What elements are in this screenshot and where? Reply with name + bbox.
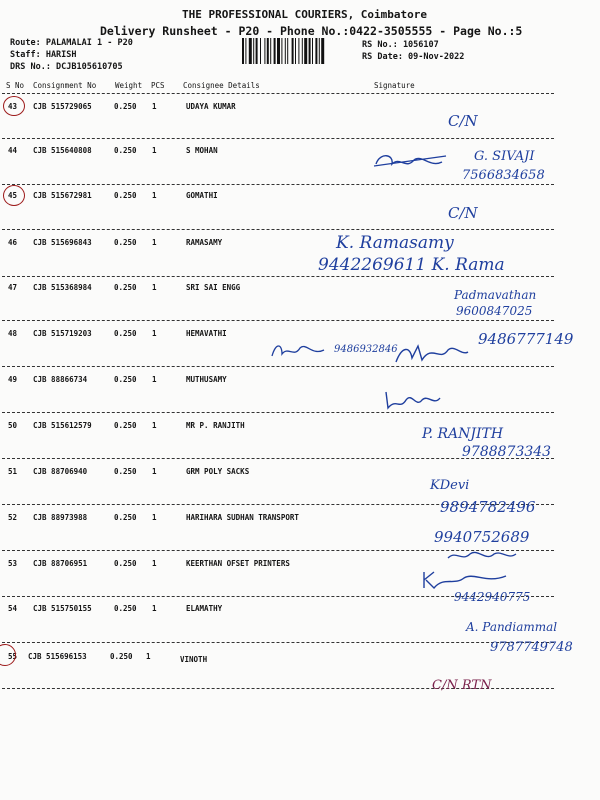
barcode-bar <box>249 38 252 64</box>
row-consignee: ELAMATHY <box>186 604 223 613</box>
row-consignment: CJB 515672981 <box>33 191 92 200</box>
barcode-bar <box>256 38 258 64</box>
row-pcs: 1 <box>152 329 157 338</box>
rs-date: RS Date: 09-Nov-2022 <box>362 52 465 62</box>
row-weight: 0.250 <box>110 652 133 661</box>
row-consignee: RAMASAMY <box>186 238 223 247</box>
row-consignment: CJB 515696153 <box>28 652 87 661</box>
row-pcs: 1 <box>152 191 157 200</box>
row-sno: 53 <box>8 559 18 568</box>
handwritten-name: K. Ramasamy <box>336 233 454 253</box>
col-header-weight: Weight <box>115 81 143 90</box>
col-header-consignment: Consignment No <box>33 81 97 90</box>
handwritten-name: KDevi <box>430 478 470 493</box>
row-rule <box>2 229 554 230</box>
row-weight: 0.250 <box>114 513 137 522</box>
row-weight: 0.250 <box>114 102 137 111</box>
row-sno: 47 <box>8 283 18 292</box>
handwritten-cn-rtn-note: C/N RTN <box>432 678 492 693</box>
row-rule <box>2 320 554 321</box>
barcode-bar <box>315 38 317 64</box>
handwritten-name: Padmavathan <box>454 288 537 302</box>
row-weight: 0.250 <box>114 559 137 568</box>
row-consignment: CJB 515640808 <box>33 146 92 155</box>
barcode-image <box>242 38 354 64</box>
col-header-pcs: PCS <box>151 81 165 90</box>
barcode-bar <box>260 38 261 64</box>
handwritten-name: A. Pandiammal <box>466 620 558 634</box>
barcode-bar <box>292 38 294 64</box>
sno-circle-mark <box>0 644 16 666</box>
row-rule <box>2 138 554 139</box>
handwritten-cn-note: C/N <box>448 204 478 222</box>
row-consignee: HARIHARA SUDHAN TRANSPORT <box>186 513 299 522</box>
row-rule <box>2 412 554 413</box>
row-consignment: CJB 515719203 <box>33 329 92 338</box>
handwritten-phone: 7566834658 <box>462 168 545 183</box>
rs-number: RS No.: 1056107 <box>362 40 439 50</box>
barcode-bar <box>281 38 282 64</box>
row-pcs: 1 <box>152 604 157 613</box>
row-consignment: CJB 515696843 <box>33 238 92 247</box>
barcode-bar <box>274 38 276 64</box>
barcode-bar <box>253 38 254 64</box>
signature-scribble <box>392 342 472 368</box>
row-pcs: 1 <box>152 146 157 155</box>
col-header-signature: Signature <box>374 81 415 90</box>
row-sno: 48 <box>8 329 18 338</box>
handwritten-phone: 9788873343 <box>462 444 552 460</box>
row-pcs: 1 <box>152 421 157 430</box>
row-rule <box>2 642 554 643</box>
barcode-bar <box>264 38 265 64</box>
barcode-bar <box>285 38 286 64</box>
handwritten-cn-note: C/N <box>448 112 478 130</box>
row-consignment: CJB 88706951 <box>33 559 88 568</box>
handwritten-phone: 9442269611 K. Rama <box>318 255 505 275</box>
row-consignee: GOMATHI <box>186 191 218 200</box>
barcode-bar <box>267 38 269 64</box>
signature-scribble <box>268 340 328 362</box>
row-sno: 50 <box>8 421 18 430</box>
handwritten-name: G. SIVAJI <box>474 149 535 164</box>
row-pcs: 1 <box>146 652 151 661</box>
row-pcs: 1 <box>152 238 157 247</box>
barcode-bar <box>277 38 280 64</box>
sno-circle-mark <box>3 96 25 116</box>
sno-circle-mark <box>3 185 25 206</box>
handwritten-phone: 9486777149 <box>478 330 574 348</box>
handwritten-name: P. RANJITH <box>422 426 504 442</box>
row-rule <box>2 276 554 277</box>
row-consignment: CJB 88973988 <box>33 513 88 522</box>
row-pcs: 1 <box>152 559 157 568</box>
handwritten-phone: 9787749748 <box>490 640 573 655</box>
row-sno: 46 <box>8 238 18 247</box>
row-consignee: UDAYA KUMAR <box>186 102 236 111</box>
signature-scribble <box>420 568 510 590</box>
row-pcs: 1 <box>152 513 157 522</box>
barcode-bar <box>321 38 324 64</box>
row-weight: 0.250 <box>114 191 137 200</box>
handwritten-phone: 9940752689 <box>434 528 530 546</box>
route-label: Route: PALAMALAI 1 - P20 <box>10 38 133 48</box>
row-consignee: MUTHUSAMY <box>186 375 227 384</box>
barcode-bar <box>270 38 271 64</box>
row-weight: 0.250 <box>114 375 137 384</box>
barcode-bar <box>245 38 246 64</box>
row-sno: 54 <box>8 604 18 613</box>
row-consignment: CJB 515612579 <box>33 421 92 430</box>
drs-number: DRS No.: DCJB105610705 <box>10 62 123 72</box>
barcode-bar <box>298 38 299 64</box>
barcode-bar <box>309 38 311 64</box>
row-consignee: S MOHAN <box>186 146 218 155</box>
handwritten-phone: 9600847025 <box>456 304 533 318</box>
row-weight: 0.250 <box>114 467 137 476</box>
barcode-bar <box>295 38 296 64</box>
col-header-consignee: Consignee Details <box>183 81 260 90</box>
row-sno: 51 <box>8 467 18 476</box>
barcode-bar <box>287 38 288 64</box>
row-pcs: 1 <box>152 102 157 111</box>
handwritten-phone: 9894782496 <box>440 498 536 516</box>
barcode-bar <box>302 38 303 64</box>
barcode-bar <box>312 38 313 64</box>
handwritten-phone: 9486932846 <box>334 344 398 355</box>
row-consignee: GRM POLY SACKS <box>186 467 250 476</box>
barcode-bar <box>242 38 244 64</box>
row-weight: 0.250 <box>114 604 137 613</box>
row-weight: 0.250 <box>114 146 137 155</box>
header-rule <box>2 93 554 94</box>
barcode-bar <box>319 38 320 64</box>
signature-scribble <box>382 388 444 414</box>
row-weight: 0.250 <box>114 238 137 247</box>
company-title: THE PROFESSIONAL COURIERS, Coimbatore <box>182 8 428 21</box>
row-consignment: CJB 515368984 <box>33 283 92 292</box>
row-sno: 43 <box>8 102 18 111</box>
row-pcs: 1 <box>152 375 157 384</box>
row-weight: 0.250 <box>114 329 137 338</box>
row-consignee: VINOTH <box>180 655 208 664</box>
row-consignee: HEMAVATHI <box>186 329 227 338</box>
row-sno: 55 <box>8 652 18 661</box>
row-sno: 44 <box>8 146 18 155</box>
row-weight: 0.250 <box>114 421 137 430</box>
row-pcs: 1 <box>152 467 157 476</box>
row-sno: 49 <box>8 375 18 384</box>
row-rule <box>2 184 554 185</box>
handwritten-phone: 9442940775 <box>454 590 531 604</box>
row-consignee: KEERTHAN OFSET PRINTERS <box>186 559 290 568</box>
row-consignment: CJB 515750155 <box>33 604 92 613</box>
row-consignment: CJB 88706940 <box>33 467 88 476</box>
signature-scribble <box>370 150 450 174</box>
row-pcs: 1 <box>152 283 157 292</box>
row-consignment: CJB 88866734 <box>33 375 88 384</box>
staff-label: Staff: HARISH <box>10 50 77 60</box>
row-consignee: MR P. RANJITH <box>186 421 245 430</box>
barcode-bar <box>304 38 307 64</box>
row-weight: 0.250 <box>114 283 137 292</box>
signature-scribble <box>444 548 520 564</box>
row-consignment: CJB 515729065 <box>33 102 92 111</box>
col-header-sno: S No <box>6 81 25 90</box>
row-sno: 52 <box>8 513 18 522</box>
row-consignee: SRI SAI ENGG <box>186 283 241 292</box>
runsheet-title: Delivery Runsheet - P20 - Phone No.:0422-3505555 - Page No.:5 <box>100 24 523 38</box>
row-sno: 45 <box>8 191 18 200</box>
